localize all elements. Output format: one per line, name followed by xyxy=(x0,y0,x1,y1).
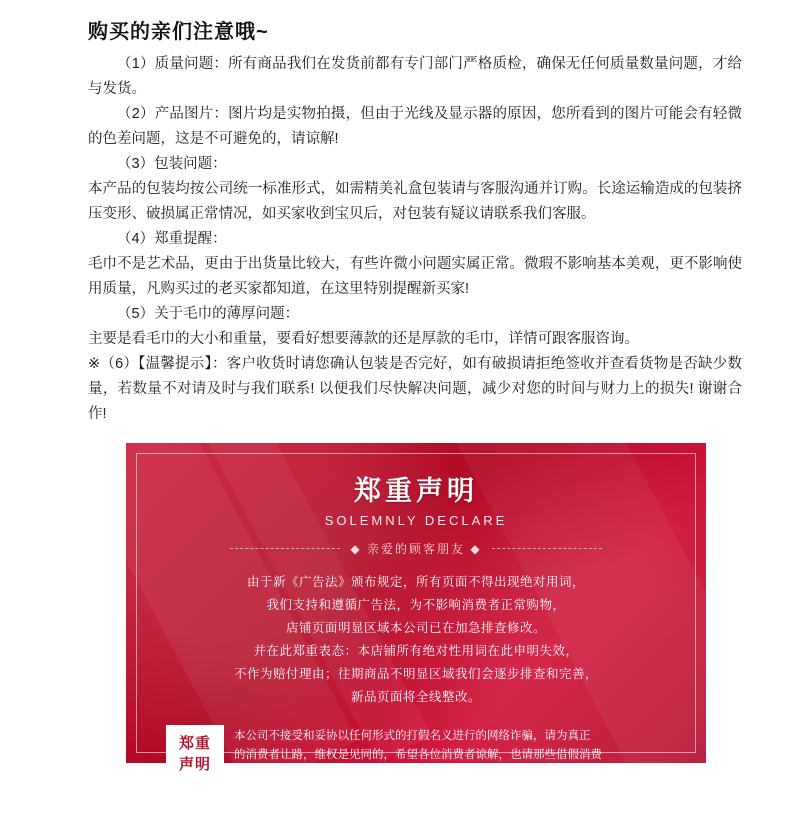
declaration-body xyxy=(152,571,680,709)
notice-paragraph-6: ※（6）【温馨提示】：客户收货时请您确认包装是否完好，如有破损请拒绝签收并查看货物是否缺少数量，若数量不对请及时与我们联系! 以便我们尽快解决问题，减少对您的时间与财力上的损失! 谢谢合作! xyxy=(88,356,742,422)
declaration-subtitle: SOLEMNLY DECLARE xyxy=(324,513,508,528)
notice-paragraph-3: （3）包装问题： xyxy=(117,156,227,172)
notice-paragraph-1: （1）质量问题：所有商品我们在发货前都有专门部门严格质检，确保无任何质量数量问题，才给与发货。 xyxy=(88,56,742,97)
declaration-title: 郑重声明 xyxy=(354,476,478,506)
declaration-line: 新品页面将全线整改。 xyxy=(350,690,481,704)
notice-paragraph-5-body: 主要是看毛巾的大小和重量，要看好想要薄款的还是厚款的毛巾，详情可跟客服咨询。 xyxy=(88,331,639,347)
stamp-line-2: 声明 xyxy=(178,756,211,773)
footer-line: 不正当利益的人士高抬贵手，在此万分感谢! xyxy=(234,768,456,780)
divider-dash-left-icon xyxy=(230,548,340,549)
notice-paragraph-3-body: 本产品的包装均按公司统一标准形式，如需精美礼盒包装请与客服沟通并订购。长途运输造成的包装挤压变形、破损属正常情况，如买家收到宝贝后，对包装有疑议请联系我们客服。 xyxy=(88,181,742,222)
footer-line: 本公司不接受和妥协以任何形式的打假名义进行的网络诈骗，请为真正 xyxy=(234,730,591,742)
stamp-line-1: 郑重 xyxy=(178,735,211,752)
declaration-line: 不作为赔付理由；往期商品不明显区域我们会逐步排查和完善， xyxy=(233,667,598,681)
divider-dash-right-icon xyxy=(492,548,602,549)
declaration-line: 由于新《广告法》颁布规定，所有页面不得出现绝对用词， xyxy=(246,575,585,589)
declaration-stamp xyxy=(166,725,224,784)
declaration-footer-text xyxy=(234,725,666,784)
page-title: 购买的亲们注意哦~ xyxy=(88,21,269,43)
footer-line: 的消费者让路，维权是见同的，希望各位消费者谅解，也请那些借假消费 xyxy=(234,749,602,761)
notice-paragraph-4: （4）郑重提醒： xyxy=(117,231,227,247)
solemn-declaration-card xyxy=(126,443,706,780)
notice-paragraph-5: （5）关于毛巾的薄厚问题： xyxy=(117,306,300,322)
declaration-line: 店铺页面明显区域本公司已在加急排查修改。 xyxy=(285,621,546,635)
declaration-divider-label: ◆ 亲爱的顾客朋友 ◆ xyxy=(350,542,482,556)
notice-body xyxy=(88,52,742,427)
declaration-line: 我们支持和遵循广告法，为不影响消费者正常购物， xyxy=(266,598,566,612)
declaration-divider xyxy=(152,540,680,557)
notice-paragraph-2: （2）产品图片：图片均是实物拍摄，但由于光线及显示器的原因，您所看到的图片可能会有轻微的色差问题，这是不可避免的，请谅解! xyxy=(88,106,742,147)
declaration-footer xyxy=(166,725,666,784)
declaration-line: 并在此郑重表态：本店铺所有绝对性用词在此申明失效， xyxy=(253,644,579,658)
declaration-content xyxy=(152,471,680,709)
notice-paragraph-4-body: 毛巾不是艺术品，更由于出货量比较大，有些许微小问题实属正常。微瑕不影响基本美观，更不影响使用质量，凡购买过的老买家都知道，在这里特别提醒新买家! xyxy=(88,256,742,297)
